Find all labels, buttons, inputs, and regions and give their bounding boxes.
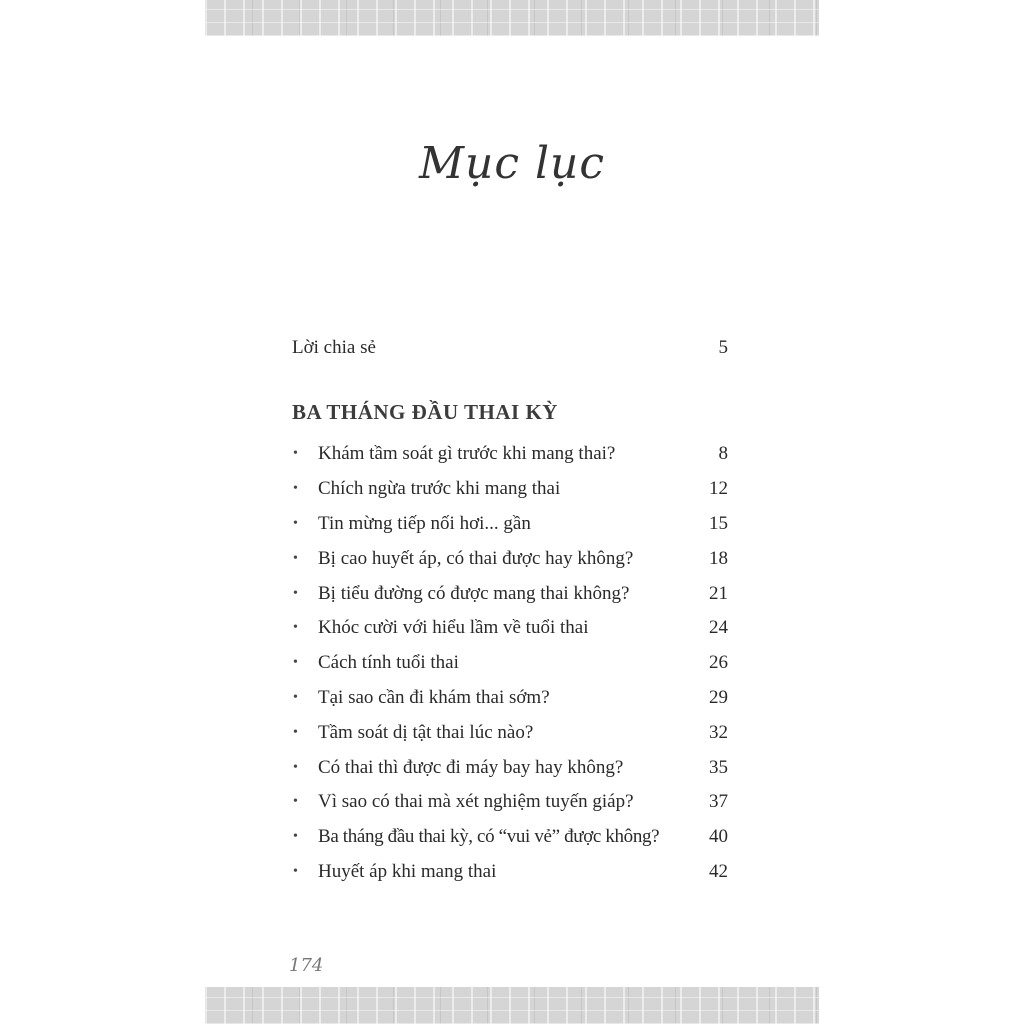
- toc-entry-intro: [292, 333, 728, 363]
- toc-item-page-number: 26: [709, 652, 728, 674]
- toc-list: [292, 437, 728, 889]
- toc-entry-label: Lời chia sẻ: [292, 337, 376, 358]
- toc-item-page-number: 21: [709, 582, 728, 604]
- toc-item-label: Vì sao có thai mà xét nghiệm tuyến giáp?: [318, 791, 634, 813]
- toc-item-label: Bị tiểu đường có được mang thai không?: [318, 582, 630, 604]
- decorative-footer-band: [205, 987, 819, 1024]
- toc-item: [292, 576, 728, 611]
- bullet-icon: •: [293, 689, 298, 705]
- toc-item: [292, 715, 728, 750]
- toc-item-page-number: 40: [709, 826, 728, 848]
- toc-item-page-number: 15: [709, 512, 728, 534]
- toc-item-label: Chích ngừa trước khi mang thai: [318, 478, 561, 500]
- toc-item-page-number: 37: [709, 791, 728, 813]
- bullet-icon: •: [293, 446, 298, 462]
- bullet-icon: •: [293, 863, 298, 879]
- bullet-icon: •: [293, 655, 298, 671]
- toc-item-page-number: 35: [709, 756, 728, 778]
- bullet-icon: •: [293, 759, 298, 775]
- toc-item-label: Cách tính tuổi thai: [318, 652, 459, 674]
- toc-item-label: Tầm soát dị tật thai lúc nào?: [318, 721, 534, 743]
- book-page: [205, 0, 819, 1024]
- toc-item-page-number: 8: [718, 443, 728, 465]
- section-heading: BA THÁNG ĐẦU THAI KỲ: [292, 400, 558, 424]
- toc-item: [292, 507, 728, 542]
- toc-item-page-number: 12: [709, 478, 728, 500]
- toc-item-label: Tin mừng tiếp nối hơi... gần: [318, 512, 531, 534]
- toc-item-label: Ba tháng đầu thai kỳ, có “vui vẻ” được không?: [318, 826, 660, 848]
- toc-item-label: Bị cao huyết áp, có thai được hay không?: [318, 547, 634, 569]
- toc-item: [292, 750, 728, 785]
- bullet-icon: •: [293, 794, 298, 810]
- toc-item: [292, 437, 728, 472]
- toc-item-page-number: 32: [709, 721, 728, 743]
- toc-item: [292, 785, 728, 820]
- bullet-icon: •: [293, 620, 298, 636]
- page-title: Mục lục: [418, 138, 606, 189]
- toc-item: [292, 541, 728, 576]
- decorative-header-band: [205, 0, 819, 36]
- toc-item: [292, 472, 728, 507]
- toc-item: [292, 855, 728, 890]
- bullet-icon: •: [293, 515, 298, 531]
- toc-item-page-number: 24: [709, 617, 728, 639]
- toc-item-page-number: 29: [709, 686, 728, 708]
- toc-item: [292, 820, 728, 855]
- bullet-icon: •: [293, 724, 298, 740]
- bullet-icon: •: [293, 550, 298, 566]
- page-number: 174: [289, 955, 324, 976]
- toc-item-label: Tại sao cần đi khám thai sớm?: [318, 686, 550, 708]
- toc-entry-page-number: 5: [718, 337, 728, 358]
- bullet-icon: •: [293, 829, 298, 845]
- toc-item-label: Khám tầm soát gì trước khi mang thai?: [318, 443, 616, 465]
- toc-item: [292, 646, 728, 681]
- bullet-icon: •: [293, 585, 298, 601]
- toc-item-label: Huyết áp khi mang thai: [318, 860, 497, 882]
- toc-item: [292, 681, 728, 716]
- bullet-icon: •: [293, 481, 298, 497]
- toc-item: [292, 611, 728, 646]
- toc-item-label: Khóc cười với hiểu lầm về tuổi thai: [318, 617, 589, 639]
- toc-item-page-number: 18: [709, 547, 728, 569]
- toc-item-page-number: 42: [709, 860, 728, 882]
- toc-item-label: Có thai thì được đi máy bay hay không?: [318, 756, 624, 778]
